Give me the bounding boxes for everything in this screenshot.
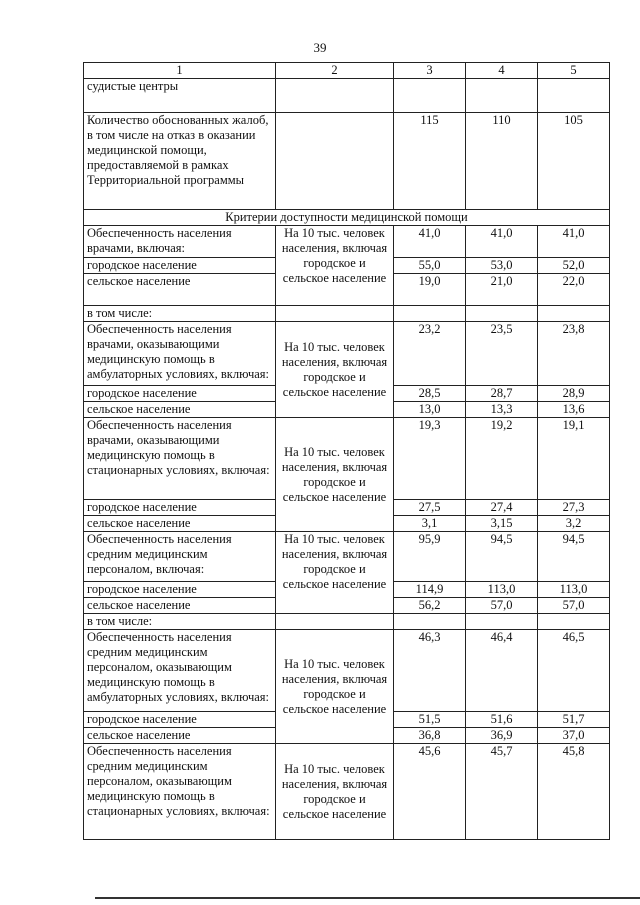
cell-value: 19,0 [394,274,466,306]
row-label: в том числе: [84,614,276,630]
cell-value: 3,1 [394,516,466,532]
cell-value: 13,0 [394,402,466,418]
cell-value: 57,0 [538,598,610,614]
row-label: Обеспеченность населения средним медицинским персоналом, включая: [84,532,276,582]
cell-value: 56,2 [394,598,466,614]
cell-value: 3,2 [538,516,610,532]
table-row [84,226,610,258]
cell-value: 36,9 [466,728,538,744]
table-row [84,630,610,712]
table-header-row [84,63,610,79]
cell-value: 23,2 [394,322,466,386]
cell-value: 52,0 [538,258,610,274]
col-header-1: 1 [84,63,276,79]
row-label: сельское население [84,516,276,532]
unit-cell: На 10 тыс. человек населения, включая городское и сельское население [276,744,394,840]
cell-value: 53,0 [466,258,538,274]
table-row [84,744,610,840]
cell-value: 113,0 [538,582,610,598]
cell-value: 55,0 [394,258,466,274]
row-label: сельское население [84,728,276,744]
unit-cell: На 10 тыс. человек населения, включая городское и сельское население [276,630,394,744]
row-label: Обеспеченность населения средним медицинским персоналом, оказывающим медицинскую помощь в амбулаторных условиях, включая: [84,630,276,712]
unit-cell: На 10 тыс. человек населения, включая городское и сельское население [276,226,394,306]
cell-value: 28,7 [466,386,538,402]
row-label: городское население [84,258,276,274]
cell-value: 94,5 [466,532,538,582]
row-label: сельское население [84,274,276,306]
col-header-5: 5 [538,63,610,79]
cell-value: 110 [466,113,538,210]
row-label: судистые центры [84,79,276,113]
unit-cell: На 10 тыс. человек населения, включая городское и сельское население [276,532,394,614]
cell-value: 23,8 [538,322,610,386]
cell-value: 51,7 [538,712,610,728]
cell-value: 41,0 [538,226,610,258]
unit-cell: На 10 тыс. человек населения, включая городское и сельское население [276,322,394,418]
cell-value: 27,4 [466,500,538,516]
cell-value: 21,0 [466,274,538,306]
row-label: Обеспеченность населения врачами, включая: [84,226,276,258]
row-label: городское население [84,386,276,402]
row-label: городское население [84,500,276,516]
table-row [84,418,610,500]
cell-value: 19,2 [466,418,538,500]
table-row [84,306,610,322]
cell-value: 45,6 [394,744,466,840]
cell-value: 57,0 [466,598,538,614]
table-row [84,532,610,582]
table-row [84,614,610,630]
col-header-3: 3 [394,63,466,79]
cell-value: 51,6 [466,712,538,728]
cell-value: 22,0 [538,274,610,306]
cell-value: 46,3 [394,630,466,712]
cell-value: 28,9 [538,386,610,402]
row-label: сельское население [84,402,276,418]
cell-value: 46,4 [466,630,538,712]
cell-value: 45,8 [538,744,610,840]
cell-value: 19,3 [394,418,466,500]
cell-value: 37,0 [538,728,610,744]
table-row [84,322,610,386]
page-bottom-rule [95,897,640,899]
cell-value: 105 [538,113,610,210]
criteria-table [83,62,610,840]
page-number: 39 [313,40,327,55]
cell-value: 115 [394,113,466,210]
row-label: Обеспеченность населения врачами, оказывающими медицинскую помощь в амбулаторных условиях, включая: [84,322,276,386]
col-header-2: 2 [276,63,394,79]
cell-value: 36,8 [394,728,466,744]
cell-value: 41,0 [394,226,466,258]
cell-value: 46,5 [538,630,610,712]
cell-value: 94,5 [538,532,610,582]
cell-value: 13,6 [538,402,610,418]
row-label: Обеспеченность населения средним медицинским персоналом, оказывающим медицинскую помощь в стационарных условиях, включая: [84,744,276,840]
table-row [84,79,610,113]
col-header-4: 4 [466,63,538,79]
row-label: Обеспеченность населения врачами, оказывающими медицинскую помощь в стационарных условиях, включая: [84,418,276,500]
section-row [84,210,610,226]
table-row [84,113,610,210]
row-label: Количество обоснованных жалоб, в том числе на отказ в оказании медицинской помощи, предоставляемой в рамках Территориальной программы [84,113,276,210]
cell-value: 95,9 [394,532,466,582]
row-label: сельское население [84,598,276,614]
cell-value: 3,15 [466,516,538,532]
cell-value: 28,5 [394,386,466,402]
cell-value: 27,3 [538,500,610,516]
cell-value: 13,3 [466,402,538,418]
cell-value: 114,9 [394,582,466,598]
cell-value: 27,5 [394,500,466,516]
row-label: городское население [84,582,276,598]
cell-value: 19,1 [538,418,610,500]
row-label: городское население [84,712,276,728]
cell-value: 51,5 [394,712,466,728]
cell-value: 45,7 [466,744,538,840]
unit-cell: На 10 тыс. человек населения, включая городское и сельское население [276,418,394,532]
cell-value: 41,0 [466,226,538,258]
cell-value: 23,5 [466,322,538,386]
row-label: в том числе: [84,306,276,322]
cell-value: 113,0 [466,582,538,598]
section-title: Критерии доступности медицинской помощи [84,210,610,226]
